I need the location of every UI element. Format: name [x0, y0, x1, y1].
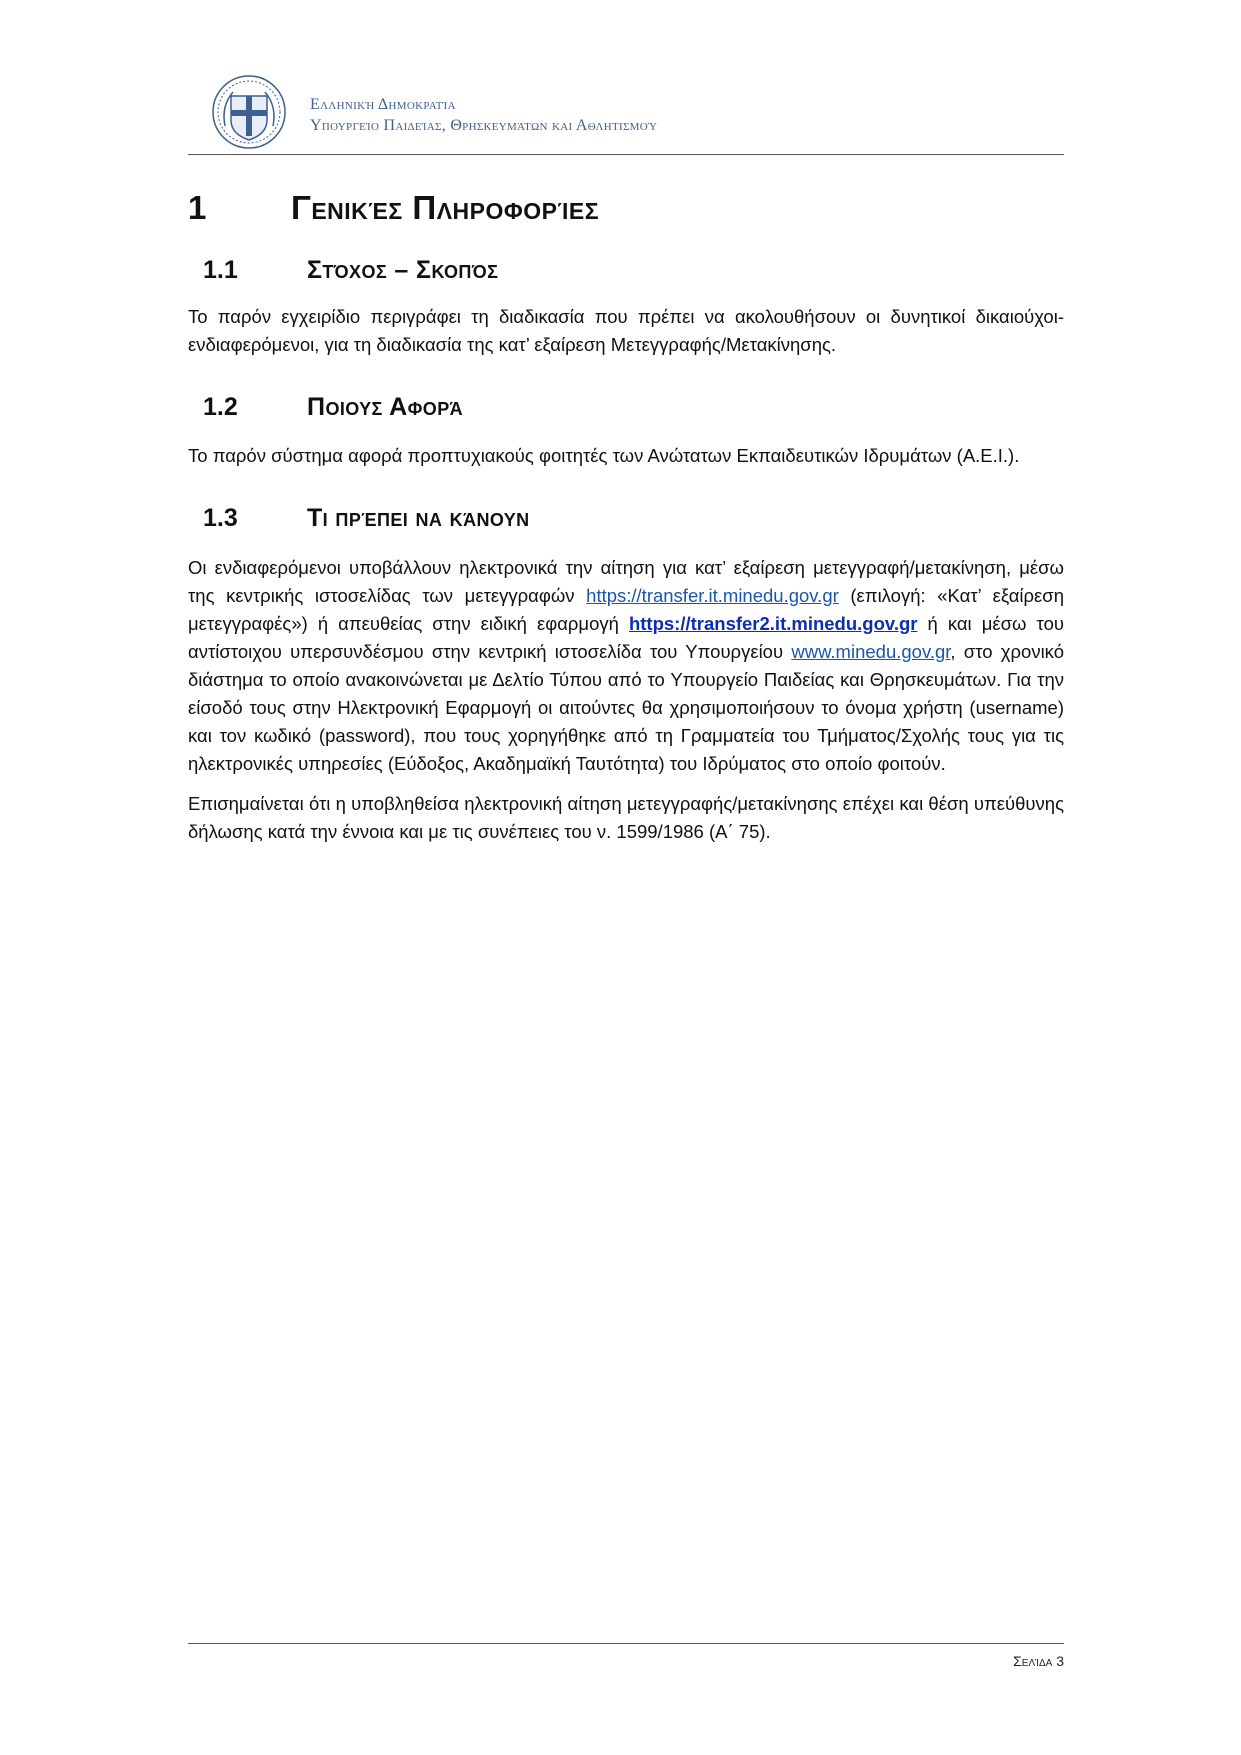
subsection-heading-1-3 [188, 504, 1064, 533]
instructions-text-part-1: Οι ενδιαφερόμενοι υποβάλλουν ηλεκτρονικά την αίτηση για κατ’ εξαίρεση μετεγγραφή/μετακίνηση, μέσω της κεντρικής ιστοσελίδας των μετεγγραφών [188, 557, 1064, 606]
org-line-2: Υπουργείο Παιδείας, Θρησκευμάτων και Αθλητισμού [310, 117, 658, 134]
page-number: Σελίδα 3 [1013, 1653, 1064, 1669]
subsection-heading-1-1 [188, 256, 1064, 285]
subsection-heading-1-2 [188, 393, 1064, 422]
subsection-title: Στόχος – Σκοπός [307, 256, 499, 284]
header-divider [188, 154, 1064, 155]
subsection-title: Ποιους Αφορά [307, 393, 464, 421]
section-title: Γενικές Πληροφορίες [291, 189, 600, 226]
instructions-text-part-4: , στο χρονικό διάστημα το οποίο ανακοινώνεται με Δελτίο Τύπου από το Υπουργείο Παιδείας και Θρησκευμάτων. Για την είσοδό τους στην Ηλεκτρονική Εφαρμογή οι αιτούντες θα χρησιμοποιήσουν το όνομα χρήστη (username) και τον κωδικό (password), που τους χορηγήθηκε από τη Γραμματεία του Τμήματος/Σχολής τους για τις ηλεκτρονικές υπηρεσίες (Εύδοξος, Ακαδημαϊκή Ταυτότητα) του Ιδρύματος στο οποίο φοιτούν. [188, 641, 1064, 774]
instructions-text-part-3: ή και μέσω του αντίστοιχου υπερσυνδέσμου στην κεντρική ιστοσελίδα του Υπουργείου [188, 613, 1064, 662]
footer-divider [188, 1643, 1064, 1644]
section-heading [188, 189, 1064, 227]
minedu-link[interactable]: www.minedu.gov.gr [791, 641, 951, 662]
section-number: 1 [188, 189, 207, 226]
transfer2-app-link[interactable]: https://transfer2.it.minedu.gov.gr [628, 613, 918, 634]
paragraph-instructions [188, 554, 1064, 778]
instructions-text-part-2: (επιλογή: «Κατ’ εξαίρεση μετεγγραφές») ή απευθείας στην ειδική εφαρμογή [188, 585, 1064, 634]
paragraph-declaration-note: Επισημαίνεται ότι η υποβληθείσα ηλεκτρονική αίτηση μετεγγραφής/μετακίνησης επέχει και θέση υπεύθυνης δήλωσης κατά την έννοια και με τις συνέπειες του ν. 1599/1986 (Α΄ 75). [188, 793, 1064, 842]
ministry-header-text [310, 94, 657, 136]
paragraph-purpose: Το παρόν εγχειρίδιο περιγράφει τη διαδικασία που πρέπει να ακολουθήσουν οι δυνητικοί δικαιούχοι-ενδιαφερόμενοι, για τη διαδικασία της κατ’ εξαίρεση Μετεγγραφής/Μετακίνησης. [188, 306, 1064, 355]
document-body [188, 170, 1064, 846]
page-header [188, 74, 1064, 156]
hellenic-republic-emblem-icon [211, 74, 287, 150]
subsection-number: 1.1 [203, 256, 238, 284]
subsection-title: Τι πρέπει να κάνουν [307, 504, 530, 532]
subsection-number: 1.2 [203, 393, 238, 421]
subsection-number: 1.3 [203, 504, 238, 532]
paragraph-audience: Το παρόν σύστημα αφορά προπτυχιακούς φοιτητές των Ανώτατων Εκπαιδευτικών Ιδρυμάτων (Α.Ε.Ι.). [188, 445, 1020, 466]
org-line-1: Ελληνική Δημοκρατία [310, 96, 456, 113]
transfer-portal-link[interactable]: https://transfer.it.minedu.gov.gr [586, 585, 839, 606]
